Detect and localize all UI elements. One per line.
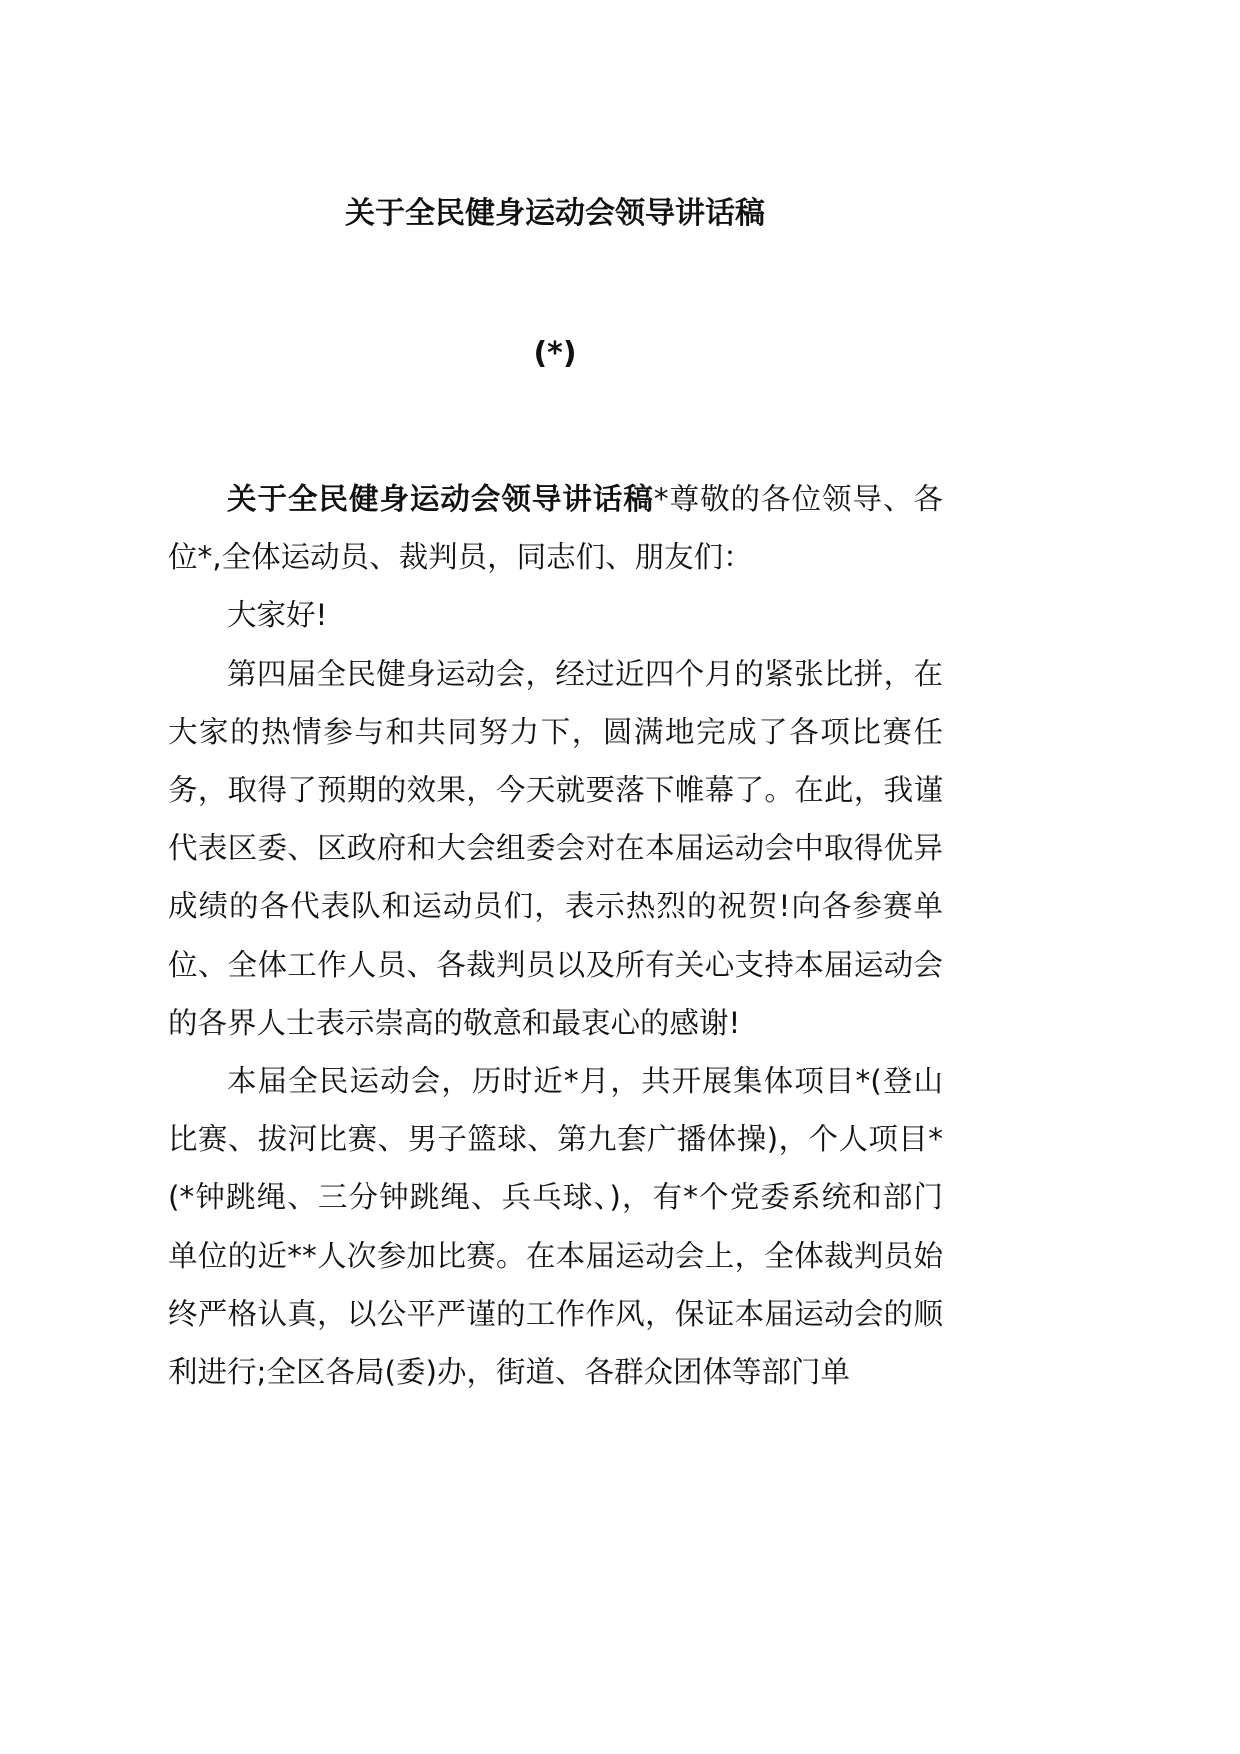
paragraph-text: 第四届全民健身运动会，经过近四个月的紧张比拼，在大家的热情参与和共同努力下，圆满地完成了各项比赛任务，取得了预期的效果，今天就要落下帷幕了。在此，我谨代表区委、区政府和大会组委会对在本届运动会中取得优异成绩的各代表队和运动员们，表示热烈的祝贺!向各参赛单位、全体工作人员、各裁判员以及所有关心支持本届运动会的各界人士表示崇高的敬意和最衷心的感谢!: [168, 656, 943, 1040]
paragraph-text: 大家好!: [227, 598, 328, 633]
paragraph-hello: [168, 586, 943, 644]
document-body: [168, 470, 943, 1401]
paragraph-lead: 关于全民健身运动会领导讲话稿: [227, 482, 654, 516]
document-subtitle: (*): [533, 336, 577, 371]
document-title: 关于全民健身运动会领导讲话稿: [345, 196, 765, 231]
paragraph-text: *尊敬的各位领导、各位*,全体运动员、裁判员，同志们、朋友们：: [168, 482, 943, 575]
paragraph-greeting: [168, 470, 943, 586]
paragraph-intro: [168, 645, 943, 1052]
paragraph-text: 本届全民运动会，历时近*月，共开展集体项目*(登山比赛、拔河比赛、男子篮球、第九套广播体操)，个人项目*(*钟跳绳、三分钟跳绳、兵乓球、)，有*个党委系统和部门单位的近**人次参加比赛。在本届运动会上，全体裁判员始终严格认真，以公平严谨的工作作风，保证本届运动会的顺利进行;全区各局(委)办，街道、各群众团体等部门单: [168, 1064, 943, 1390]
paragraph-summary: [168, 1052, 943, 1401]
